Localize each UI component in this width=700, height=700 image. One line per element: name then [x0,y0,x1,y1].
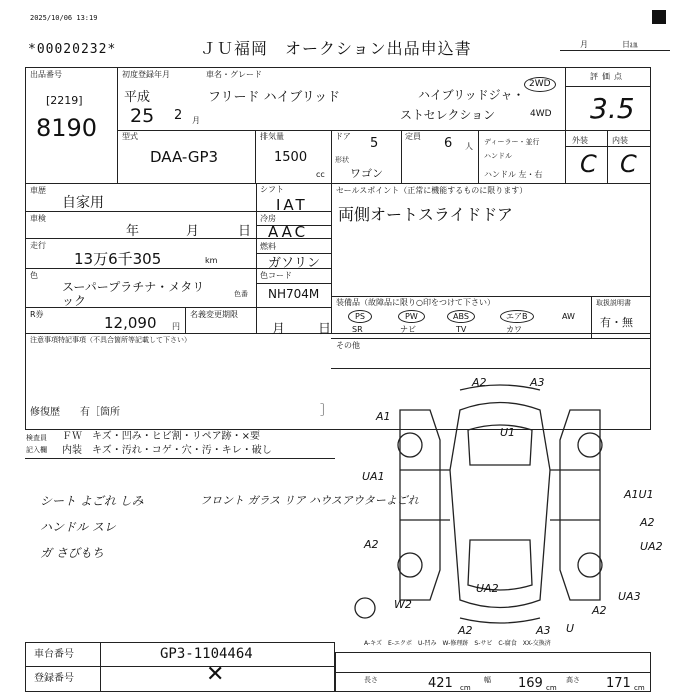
grid-line [117,67,118,183]
mileage-label: 走行 [30,241,46,250]
grid-line [565,146,651,147]
equip-tv: TV [456,325,467,334]
capacity-unit: 人 [465,142,473,151]
length-unit: cm [460,684,471,692]
equip-sr: SR [352,325,363,334]
damage-mark: A2 [364,538,379,551]
width-value: 169 [518,676,543,691]
fuel-value: ガソリン [268,256,321,271]
interior-label: 内装 [612,136,628,145]
grid-line [478,130,479,183]
equip-aw: AW [562,312,575,321]
vehicle-name-label: 車名・グレード [206,70,262,79]
recycle-label: R券 [30,310,44,319]
body-value: ワゴン [350,167,383,180]
damage-mark: UA3 [618,590,641,603]
grid-line [331,296,651,297]
notes-label: 注意事項特記事項（不具合箇所等記載して下さい） [30,336,191,344]
inspection-year: 年 [126,224,140,239]
repair-value: 有［箇所 [80,407,120,418]
grid-line [25,183,651,184]
lot-label: 出品番号 [30,70,62,79]
grid-line [25,333,651,334]
model-value: DAA-GP3 [150,148,219,166]
grid-line [591,296,592,338]
evaluation-score: 3.5 [590,92,635,125]
damage-mark: UA2 [640,540,663,553]
grid-line [401,130,402,183]
damage-mark: A3 [530,376,545,389]
equip-airbag: エアB [500,310,534,323]
other-label: その他 [336,341,360,350]
chassis-label: 車台番号 [34,649,74,660]
equip-pw: PW [398,310,425,323]
grade-line-1: ハイブリッドジャ・ [418,88,525,102]
repair-label: 修復歴 [30,407,60,418]
legend-row-2: 内装 キズ・汚れ・コゲ・穴・汚・キレ・破し [62,445,272,456]
usage-value: 自家用 [62,195,104,211]
grid-line [331,368,651,369]
handwritten-note-1: シート よごれ しみ [40,494,144,508]
grid-line [256,283,331,284]
height-label: 高さ [566,676,580,684]
height-value: 171 [606,676,631,691]
grid-line [565,86,651,87]
grid-line [331,338,651,339]
damage-mark: U1 [500,426,516,439]
registration-label: 初度登録年月 [122,70,170,79]
width-unit: cm [546,684,557,692]
damage-mark: U [566,622,575,635]
equip-leather: カワ [506,325,522,334]
length-value: 421 [428,676,453,691]
damage-mark: W2 [394,598,412,611]
grid-line [185,307,186,333]
inspector-label: 検査員 [26,434,47,442]
dealer-label: ディーラー・並行 [484,138,540,146]
length-label: 長さ [364,676,378,684]
damage-mark: A2 [640,516,655,529]
color-code-sub-label: 色番 [234,290,248,298]
handle-left-right: ハンドル 左・右 [484,170,543,179]
displacement-value: 1500 [274,150,308,165]
damage-mark: A2 [472,376,487,389]
corner-square-mark [652,10,666,24]
inspection-month: 月 [186,224,200,239]
entry-label: 記入欄 [26,446,47,454]
header-underline [560,50,670,51]
damage-mark: A1U1 [624,488,654,501]
exterior-label: 外装 [572,136,588,145]
lot-number: 8190 [36,114,98,142]
mileage-unit: km [205,256,218,265]
recycle-unit: 円 [172,322,180,331]
repair-close-bracket: ］ [320,403,333,417]
registration-month-unit: 月 [192,116,200,125]
drive-2wd-circled: 2WD [524,77,556,92]
color-value-line-1: スーパープラチナ・メタリ [62,280,205,294]
grid-line [607,130,608,183]
height-unit: cm [634,684,645,692]
grid-line [117,130,651,131]
color-value-line-2: ック [62,294,87,308]
equip-navi: ナビ [400,325,416,334]
body-label: 形状 [335,156,349,164]
handwritten-note-3: ガ さびもち [40,546,104,560]
deadline-month: 月 [272,322,286,337]
damage-legend-footer: A-キズ E-エクボ U-凹み W-修理跡 S-サビ C-腐食 XX-交換済 [364,640,551,647]
drive-4wd: 4WD [530,109,552,119]
registration-era: 平成 [124,90,151,105]
inspection-day: 日 [238,224,252,239]
exterior-grade: C [580,150,597,178]
car-damage-diagram [340,370,660,630]
deadline-day: 日 [318,322,332,337]
manual-label: 取扱説明書 [596,299,631,307]
interior-grade: C [620,150,637,178]
timestamp: 2025/10/06 13:19 [30,14,98,22]
serial-number: *00020232* [28,42,117,57]
damage-mark: UA1 [362,470,385,483]
usage-label: 車歴 [30,186,46,195]
plate-label: 登録番号 [34,673,74,684]
shift-value: IAT [276,196,308,214]
displacement-unit: cc [316,170,325,179]
sales-point-text: 両側オートスライドドア [338,205,513,224]
model-label: 型式 [122,132,138,141]
equipment-label: 装備品（故障品に限り○印をつけて下さい） [336,298,495,307]
grid-line [335,672,651,673]
registration-month: 2 [174,108,183,123]
color-label: 色 [30,271,38,280]
grid-line [25,666,335,667]
ac-label: 冷房 [260,214,276,223]
vehicle-name: フリード ハイブリッド [208,90,341,105]
doors-value: 5 [370,136,379,151]
grid-line [331,183,332,333]
chassis-value: GP3-1104464 [160,646,253,662]
handle-label: ハンドル [484,152,512,160]
damage-mark: A3 [536,624,551,637]
grid-line [256,183,257,333]
color-code-value: NH704M [268,287,320,301]
deadline-label: 名義変更期限 [190,310,238,319]
damage-mark: A2 [592,604,607,617]
fuel-label: 燃料 [260,242,276,251]
lot-sub-number: [2219] [46,94,83,107]
mileage-value: 13万6千305 [74,250,162,268]
day-label: 日㏂ [622,40,638,49]
doors-label: ドア [335,132,351,141]
damage-mark: A1 [376,410,391,423]
equip-abs: ABS [447,310,475,323]
shift-label: シフト [260,185,284,194]
legend-row-1: ＦＷ キズ・凹み・ヒビ割・リペア跡・×要 [62,431,260,442]
capacity-label: 定員 [405,132,421,141]
recycle-amount: 12,090 [104,314,157,332]
displacement-label: 排気量 [260,132,284,141]
ac-value: AAC [268,223,309,241]
grade-line-2: ストセレクション [400,108,496,122]
width-label: 幅 [484,676,491,684]
color-code-label: 色コード [260,271,292,280]
form-title: ＪＵ福岡 オークション出品申込書 [200,39,472,58]
month-label: 月 [580,40,588,49]
grid-line [331,130,332,183]
handwritten-note-4: フロント ガラス リア ハウスアウターよごれ [200,494,419,507]
inspection-label: 車検 [30,214,46,223]
sales-point-label: セールスポイント（正常に機能するものに限ります） [336,186,528,195]
grid-line [255,130,256,183]
manual-value: 有・無 [600,316,633,329]
capacity-value: 6 [444,136,453,151]
legend-underline [25,458,335,459]
damage-mark: UA2 [476,582,499,595]
equip-ps: PS [348,310,372,323]
grid-line [100,642,101,692]
evaluation-label: 評価点 [590,72,626,81]
registration-year: 25 [130,105,155,127]
handwritten-note-2: ハンドル スレ [40,520,116,534]
damage-mark: A2 [458,624,473,637]
plate-cross-mark: ✕ [206,662,225,687]
grid-line [565,67,566,183]
